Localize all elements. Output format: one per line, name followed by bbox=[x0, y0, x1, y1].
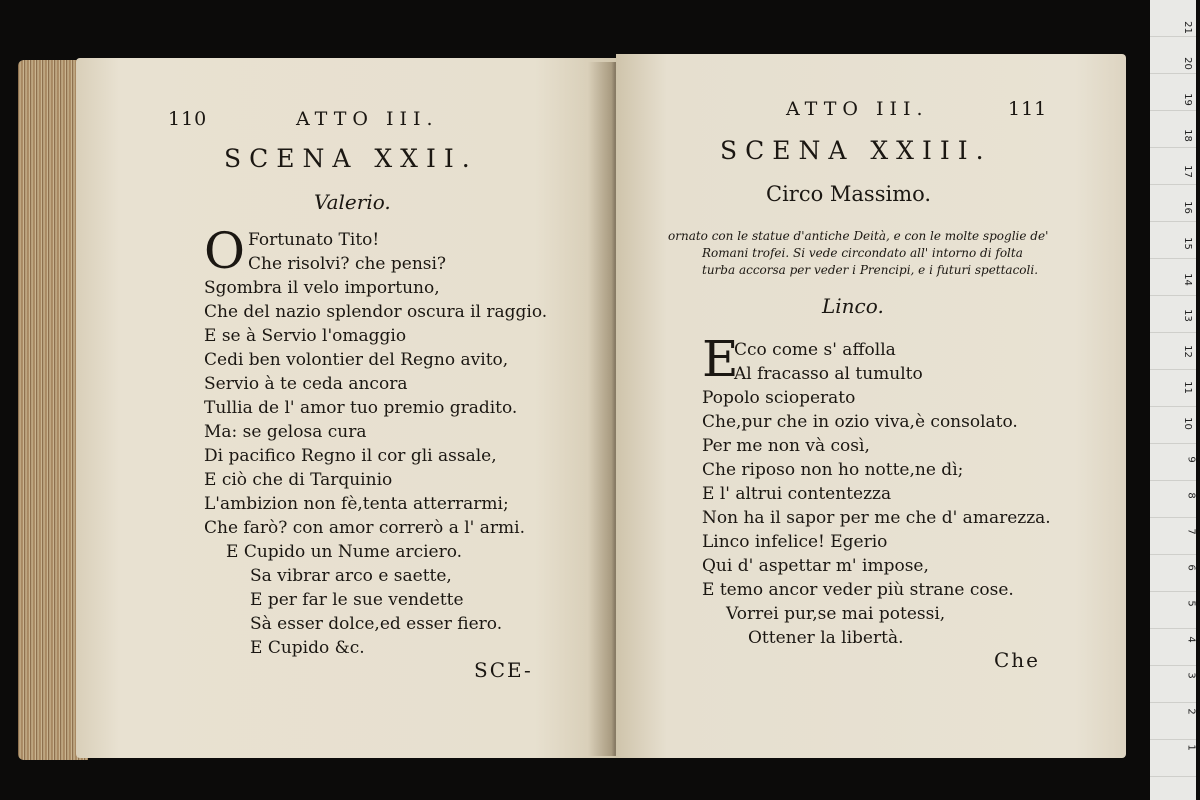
verse-line: Che del nazio splendor oscura il raggio. bbox=[204, 302, 548, 322]
ruler-mark: 9 bbox=[1185, 456, 1197, 463]
running-head: ATTO III. bbox=[786, 98, 929, 120]
ruler-mark: 8 bbox=[1185, 492, 1197, 499]
verse-line: Ma: se gelosa cura bbox=[204, 422, 367, 442]
verse-line: E per far le sue vendette bbox=[250, 590, 464, 610]
drop-cap: O bbox=[204, 222, 245, 280]
verse-line: Non ha il sapor per me che d' amarezza. bbox=[702, 508, 1051, 528]
catchword: SCE- bbox=[474, 658, 533, 682]
scene-title: SCENA XXII. bbox=[224, 144, 478, 173]
place-heading: Circo Massimo. bbox=[766, 182, 932, 206]
verse-line: L'ambizion non fè,tenta atterrarmi; bbox=[204, 494, 509, 514]
ruler-mark: 2 bbox=[1185, 708, 1197, 715]
verse-line: Sà esser dolce,ed esser fiero. bbox=[250, 614, 503, 634]
verse-line: E se à Servio l'omaggio bbox=[204, 326, 407, 346]
verse-line: Che farò? con amor correrò a l' armi. bbox=[204, 518, 525, 538]
left-page bbox=[76, 58, 616, 758]
verse-line: E l' altrui contentezza bbox=[702, 484, 892, 504]
right-page bbox=[616, 54, 1126, 758]
ruler-mark: 4 bbox=[1185, 636, 1197, 643]
ruler-mark: 11 bbox=[1182, 381, 1194, 394]
ruler-mark: 15 bbox=[1182, 237, 1194, 250]
ruler-mark: 14 bbox=[1182, 273, 1194, 286]
verse-line: Qui d' aspettar m' impose, bbox=[702, 556, 929, 576]
ruler-mark: 10 bbox=[1182, 417, 1194, 430]
open-book bbox=[18, 52, 1128, 764]
verse-line: Di pacifico Regno il cor gli assale, bbox=[204, 446, 497, 466]
verse-line: Per me non và così, bbox=[702, 436, 870, 456]
scene-title: SCENA XXIII. bbox=[720, 136, 992, 165]
ruler-mark: 1 bbox=[1185, 744, 1197, 751]
ruler-mark: 7 bbox=[1185, 528, 1197, 535]
verse-line: Che,pur che in ozio viva,è consolato. bbox=[702, 412, 1018, 432]
ruler-mark: 21 bbox=[1182, 21, 1194, 34]
verse-line: Ottener la libertà. bbox=[748, 628, 904, 648]
verse-line: Cedi ben volontier del Regno avito, bbox=[204, 350, 509, 370]
stage-direction-line: Romani trofei. Si vede circondato all' intorno di folta bbox=[702, 246, 1023, 260]
ruler-mark: 16 bbox=[1182, 201, 1194, 214]
verse-line: Tullia de l' amor tuo premio gradito. bbox=[204, 398, 518, 418]
verse-line: Popolo scioperato bbox=[702, 388, 856, 408]
verse-line: Che riposo non ho notte,ne dì; bbox=[702, 460, 964, 480]
running-head: ATTO III. bbox=[296, 108, 439, 130]
verse-line: Vorrei pur,se mai potessi, bbox=[726, 604, 946, 624]
verse-line: Cco come s' affolla bbox=[734, 340, 896, 360]
verse-line: E Cupido &c. bbox=[250, 638, 365, 658]
ruler-mark: 6 bbox=[1185, 564, 1197, 571]
verse-line: Fortunato Tito! bbox=[248, 230, 380, 250]
verse-line: Che risolvi? che pensi? bbox=[248, 254, 447, 274]
speaker-name: Valerio. bbox=[314, 190, 391, 214]
ruler-mark: 3 bbox=[1185, 672, 1197, 679]
verse-line: Sgombra il velo importuno, bbox=[204, 278, 440, 298]
ruler-mark: 20 bbox=[1182, 57, 1194, 70]
speaker-name: Linco. bbox=[822, 294, 884, 318]
verse-line: E ciò che di Tarquinio bbox=[204, 470, 393, 490]
stage-direction-line: ornato con le statue d'antiche Deità, e con le molte spoglie de' bbox=[668, 229, 1049, 243]
verse-line: Linco infelice! Egerio bbox=[702, 532, 888, 552]
catchword: Che bbox=[994, 648, 1041, 672]
page-number: 111 bbox=[1008, 98, 1048, 120]
ruler-mark: 5 bbox=[1185, 600, 1197, 607]
ruler-mark: 17 bbox=[1182, 165, 1194, 178]
verse-line: Servio à te ceda ancora bbox=[204, 374, 408, 394]
drop-cap: E bbox=[702, 330, 739, 388]
verse-line: E Cupido un Nume arciero. bbox=[226, 542, 463, 562]
stage-direction-line: turba accorsa per veder i Prencipi, e i futuri spettacoli. bbox=[702, 263, 1039, 277]
ruler-mark: 18 bbox=[1182, 129, 1194, 142]
verse-line: Al fracasso al tumulto bbox=[734, 364, 923, 384]
verse-line: E temo ancor veder più strane cose. bbox=[702, 580, 1014, 600]
measuring-ruler bbox=[1150, 0, 1196, 800]
ruler-mark: 13 bbox=[1182, 309, 1194, 322]
ruler-mark: 19 bbox=[1182, 93, 1194, 106]
verse-line: Sa vibrar arco e saette, bbox=[250, 566, 452, 586]
page-number: 110 bbox=[168, 108, 208, 130]
ruler-mark: 12 bbox=[1182, 345, 1194, 358]
